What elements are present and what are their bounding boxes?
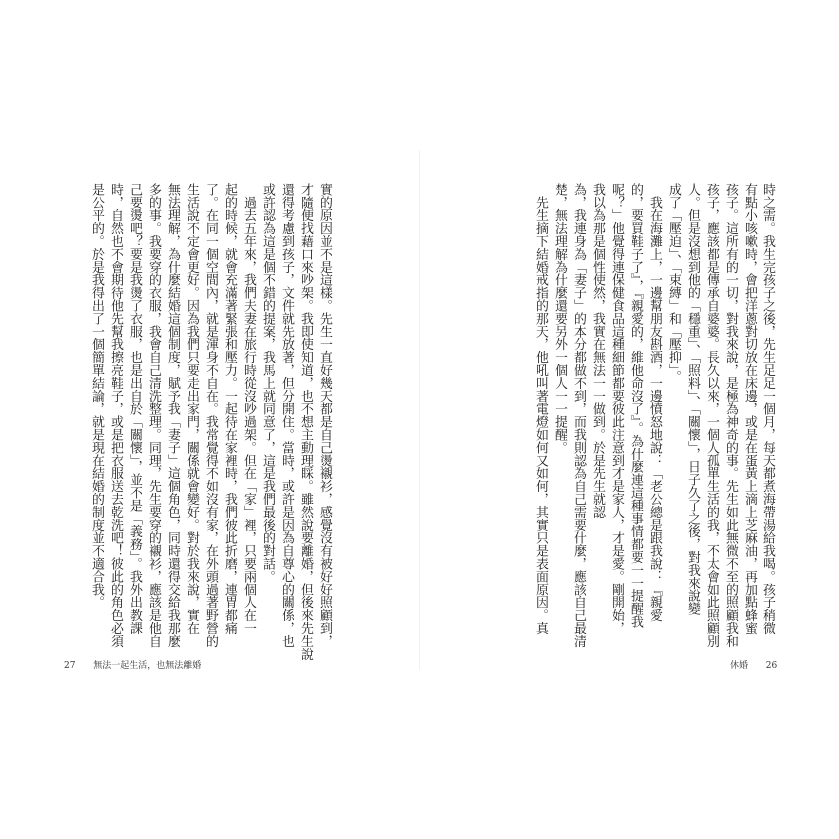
- left-page-column-12: 時，自然也不會期待他先幫我擦亮鞋子，或是把衣服送去乾洗吧！彼此的角色必須: [108, 183, 123, 648]
- right-page-column-9: 呢？」他覺得連保健食品這種細節都要彼此注意到才是家人，才是愛。剛開始，: [609, 183, 624, 635]
- right-page-column-8: 的，要買鞋子了』，『親愛的，維他命沒了』。為什麼連這種事情都要一一提醒我: [628, 183, 643, 629]
- gutter-divider: [419, 150, 420, 670]
- right-page-column-13: 先生摘下結婚戒指的那天，他吼叫著電燈如何又如何，其實只是表面原因。真: [533, 183, 548, 635]
- left-page-folio: [64, 661, 201, 672]
- left-page-column-6: 起的時候，就會充滿著緊張和壓力。一起待在家裡時，我們彼此折磨，連胃都痛: [222, 183, 237, 635]
- left-page-column-4: 或許認為這是個不錯的提案，我馬上就同意了，這是我們最後的對話。: [260, 183, 275, 583]
- right-page-column-7: 我在海灘上，一邊幫朋友斟酒，一邊憤怒地說：「老公總是跟我說：『親愛: [647, 183, 662, 622]
- right-page-column-10: 我以為那是個性使然，我實在無法一一做到。於是先生就認: [590, 183, 605, 519]
- left-page-column-10: 多的事。我要穿的衣服，我會自己清洗整理。同理，先生要穿的襯衫，應該是他自: [146, 183, 161, 648]
- left-page-column-8: 生活說不定會更好。因為我們只要走出家門，關係就會變好。對於我來說，實在: [184, 183, 199, 635]
- left-page-column-2: 才隨便找藉口來吵架。我即使知道，也不想主動理睬。雖然說要離婚，但後來先生說: [298, 183, 313, 661]
- right-page-number: 26: [765, 661, 778, 671]
- left-page-column-7: 了。在同一個空間內，就是渾身不自在。我常覺得不如沒有家，在外頭過著野營的: [203, 183, 218, 648]
- right-page-running-title: 休婚: [730, 661, 749, 671]
- left-page-column-1: 實的原因並不是這樣。先生一直好幾天都是自己燙襯衫，感覺沒有被好好照顧到，: [317, 183, 332, 648]
- right-page-column-2: 有點小咳嗽時，會把洋蔥對切放在床邊，或是在蛋黃上滴上芝麻油，再加點蜂蜜: [742, 183, 757, 635]
- right-page-column-3: 孩子。這所有的一切，對我來說，是極為神奇的事。先生如此無微不至的照顧我和: [723, 183, 738, 648]
- right-page-column-5: 人。但是沒想到他的「穩重」、「照料」、「關懷」，日子久了之後，對我來說變: [685, 183, 700, 616]
- left-page-running-title: 無法一起生活，也無法離婚: [93, 661, 202, 671]
- right-page-column-4: 孩子，應該都是傳承自婆婆。長久以來，一個人孤單生活的我，不太會如此照顧別: [704, 183, 719, 648]
- right-page-column-12: 楚，無法理解為什麼還要另外一個人一一提醒。: [552, 183, 567, 454]
- right-page-folio: [730, 661, 777, 672]
- right-page-column-6: 成了「壓迫」、「束縛」和「壓抑」。: [666, 183, 681, 383]
- right-page-column-1: 時之需。我生完孩子之後，先生足足一個月，每天都煮海帶湯給我喝。孩子稍微: [760, 183, 775, 635]
- right-page-column-11: 為，我連身為「妻子」的本分都做不到，而我則認為自己需要什麼，應該自己最清: [571, 183, 586, 648]
- left-page-column-3: 還得考慮到孩子，文件就先放著，但分開住。當時，或許是因為自尊心的關係，也: [279, 183, 294, 648]
- left-page-column-11: 己要燙吧？要是我燙了衣服，也是出自於「關懷」，並不是「義務」。我外出教課: [127, 183, 142, 635]
- left-page-column-9: 無法理解，為什麼結婚這個制度，賦予我「妻子」這個角色，同時還得交給我那麼: [165, 183, 180, 648]
- left-page-column-13: 是公平的。於是我得出了一個簡單結論，就是現在結婚的制度並不適合我。: [89, 183, 104, 609]
- left-page-number: 27: [64, 661, 76, 671]
- left-page-column-5: 過去五年來，我們夫妻在旅行時從沒吵過架。但在「家」裡，只要兩個人在一: [241, 183, 256, 635]
